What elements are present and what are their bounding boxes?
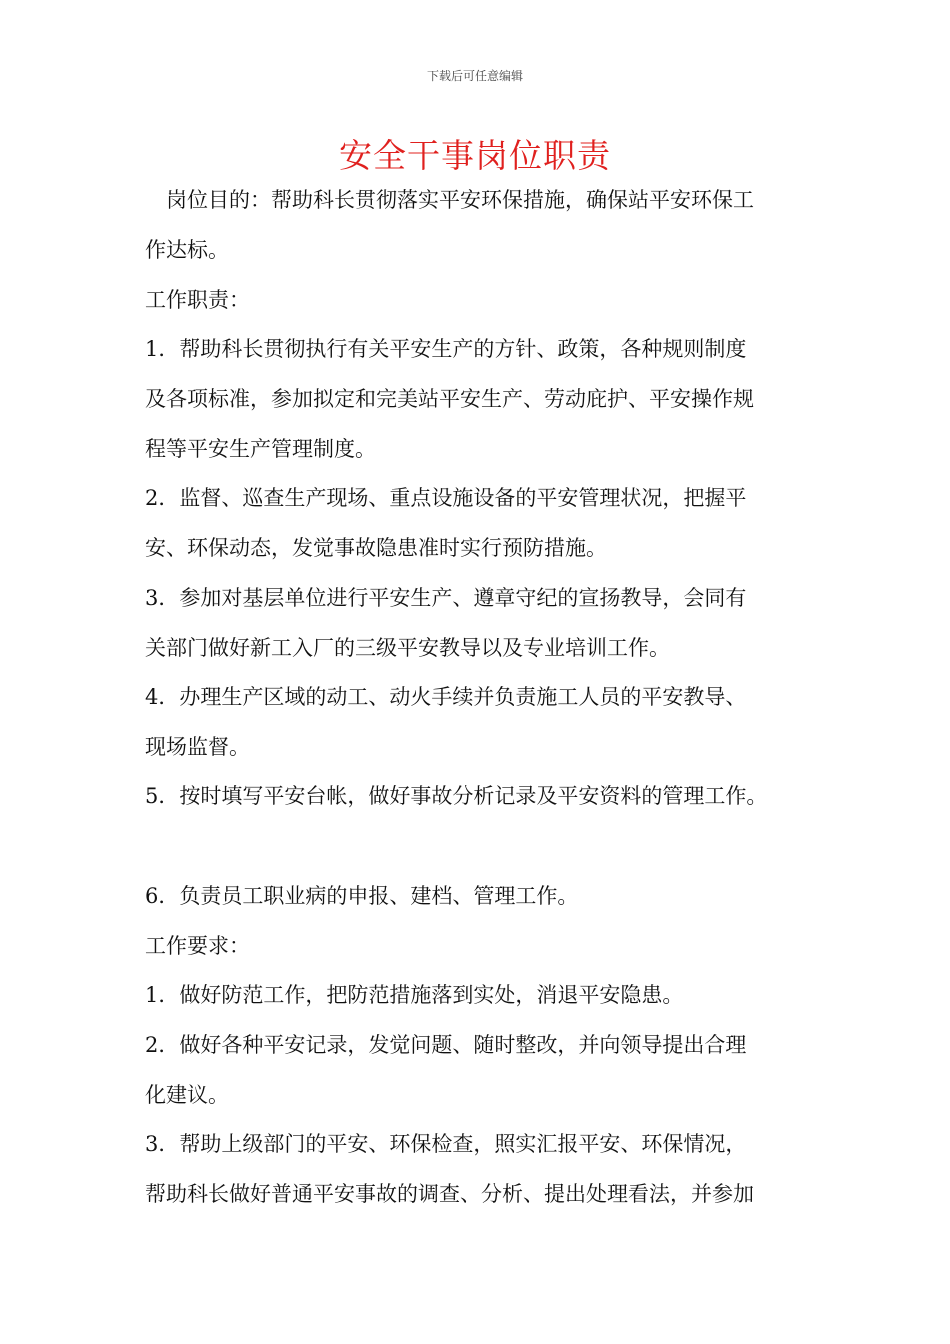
body-line: 及各项标准，参加拟定和完美站平安生产、劳动庇护、平安操作规	[145, 387, 754, 411]
page-header: 下载后可任意编辑	[426, 69, 523, 83]
body-line: 程等平安生产管理制度。	[145, 437, 376, 461]
section-heading: 工作要求：	[145, 934, 250, 958]
body-line: 安、环保动态，发觉事故隐患准时实行预防措施。	[145, 536, 607, 560]
body-line: 1．做好防范工作，把防范措施落到实处，消退平安隐患。	[145, 983, 684, 1007]
body-line: 3．帮助上级部门的平安、环保检查，照实汇报平安、环保情况，	[145, 1132, 747, 1156]
body-line: 2．做好各种平安记录，发觉问题、随时整改，并向领导提出合理	[145, 1033, 747, 1057]
body-line: 4．办理生产区域的动工、动火手续并负责施工人员的平安教导、	[145, 685, 747, 709]
body-line: 关部门做好新工入厂的三级平安教导以及专业培训工作。	[145, 636, 670, 660]
body-line: 岗位目的：帮助科长贯彻落实平安环保措施，确保站平安环保工	[145, 188, 754, 212]
document-title: 安全干事岗位职责	[339, 136, 611, 175]
body-line: 5．按时填写平安台帐，做好事故分析记录及平安资料的管理工作。	[145, 784, 768, 808]
section-heading: 工作职责：	[145, 288, 250, 312]
body-line: 3．参加对基层单位进行平安生产、遵章守纪的宣扬教导，会同有	[145, 586, 747, 610]
body-line: 现场监督。	[145, 735, 250, 759]
body-line: 作达标。	[145, 238, 229, 262]
body-line: 2．监督、巡查生产现场、重点设施设备的平安管理状况，把握平	[145, 486, 747, 510]
body-line: 6．负责员工职业病的申报、建档、管理工作。	[145, 884, 579, 908]
body-line: 1．帮助科长贯彻执行有关平安生产的方针、政策，各种规则制度	[145, 337, 747, 361]
body-line: 帮助科长做好普通平安事故的调查、分析、提出处理看法，并参加	[145, 1182, 754, 1206]
body-line: 化建议。	[145, 1083, 229, 1107]
